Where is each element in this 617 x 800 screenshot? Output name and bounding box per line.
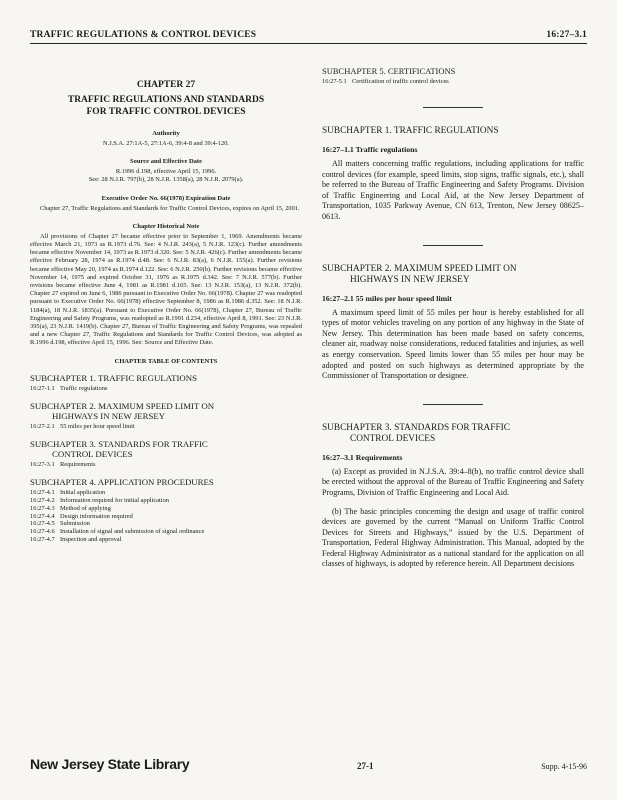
section-16-27-3-1-body-a: (a) Except as provided in N.J.S.A. 39:4–8(b), no traffic control device shall be erected without the approval of the Bureau of Traffic Engineering and Safety Programs, Division of Traffic Engineering and Local Aid. <box>322 466 584 497</box>
right-column <box>322 66 584 570</box>
section-16-27-3-1-body-b: (b) The basic principles concerning the design and usage of traffic control devices are governed by the current “Manual on Uniform Traffic Control Devices for Streets and Highways,” issued by the U.S. Department of Transportation, Federal Highway Administration. This Manual, adopted by the Federal Highway Administrator as a national standard for the application on all classes of highways, is adopted by reference herein. All Department decisions <box>322 506 584 569</box>
supplement-date: Supp. 4-15-96 <box>541 762 587 771</box>
library-watermark-logo: New Jersey State Library <box>30 756 190 772</box>
executive-order-text: Chapter 27, Traffic Regulations and Standards for Traffic Control Devices, expires on April 15, 2001. <box>40 204 300 212</box>
source-heading: Source and Effective Date <box>130 158 202 166</box>
toc-item: 16:27-4.3 Method of applying <box>30 504 111 512</box>
table-of-contents-heading: CHAPTER TABLE OF CONTENTS <box>114 357 218 365</box>
header-section-number: 16:27–3.1 <box>546 30 587 40</box>
subchapter-3-heading: SUBCHAPTER 3. STANDARDS FOR TRAFFIC CONTROL DEVICES <box>322 422 510 444</box>
section-divider <box>423 107 483 108</box>
subchapter-2-heading: SUBCHAPTER 2. MAXIMUM SPEED LIMIT ON HIGHWAYS IN NEW JERSEY <box>322 263 517 285</box>
source-text-line1: R.1996 d.198, effective April 15, 1996. <box>115 168 217 176</box>
page-number: 27-1 <box>357 761 374 771</box>
toc-subchapter-5: SUBCHAPTER 5. CERTIFICATIONS <box>322 66 456 76</box>
source-text-line2: See: 28 N.J.R. 797(b), 28 N.J.R. 1358(a), 28 N.J.R. 2079(a). <box>88 176 244 184</box>
toc-subchapter-1: SUBCHAPTER 1. TRAFFIC REGULATIONS <box>30 372 198 383</box>
chapter-title: TRAFFIC REGULATIONS AND STANDARDS FOR TRAFFIC CONTROL DEVICES <box>67 95 265 117</box>
executive-order-heading: Executive Order No. 66(1978) Expiration Date <box>101 194 231 202</box>
header-title: TRAFFIC REGULATIONS & CONTROL DEVICES <box>30 30 257 40</box>
toc-subchapter-4: SUBCHAPTER 4. APPLICATION PROCEDURES <box>30 477 214 488</box>
historical-note-heading: Chapter Historical Note <box>132 222 200 230</box>
section-16-27-1-1-body: All matters concerning traffic regulations, including applications for traffic control devices (for example, speed limits, stop signs, traffic signals, etc.), shall be referred to the Bureau of Traffic Engineering and Safety Programs. Division of Traffic Engineering and Local Aid, at the New Jersey Department of Transportation, 1035 Parkway Avenue, CN 613, Trenton, New Jersey 08625–0613. <box>322 159 584 221</box>
toc-item: 16:27-4.5 Submission <box>30 520 90 528</box>
chapter-number: CHAPTER 27 <box>136 80 196 90</box>
toc-item: 16:27-4.7 Inspection and approval <box>30 536 122 544</box>
toc-item: 16:27-4.2 Information required for initial application <box>30 497 169 505</box>
toc-subchapter-3: SUBCHAPTER 3. STANDARDS FOR TRAFFIC CONTROL DEVICES <box>30 438 208 460</box>
toc-item: 16:27-5.1 Certification of traffic control devices <box>322 78 449 85</box>
toc-item: 16:27-4.1 Initial application <box>30 489 106 497</box>
toc-item: 16:27-3.1 Requirements <box>30 461 96 469</box>
section-16-27-1-1-title: 16:27–1.1 Traffic regulations <box>322 145 418 154</box>
toc-item: 16:27-4.6 Installation of signal and submission of signal ordinance <box>30 528 205 536</box>
running-header <box>30 30 587 44</box>
left-column <box>30 66 302 544</box>
toc-subchapter-2: SUBCHAPTER 2. MAXIMUM SPEED LIMIT ON HIGHWAYS IN NEW JERSEY <box>30 400 215 421</box>
section-divider <box>423 404 483 405</box>
authority-text: N.J.S.A. 27:1A-5, 27:1A-6, 39:4-8 and 39:4-120. <box>102 140 230 147</box>
authority-heading: Authority <box>152 130 180 137</box>
page-footer <box>30 756 587 772</box>
section-16-27-3-1-title: 16:27–3.1 Requirements <box>322 452 403 462</box>
section-16-27-2-1-body: A maximum speed limit of 55 miles per hour is hereby established for all types of motor vehicles traveling on any portion of any highway in the State of New Jersey. This determination has been made based on safety concerns, cleaner air, roadway noise considerations, reduced fatalities and injuries, as well as energy conservation. Speed limits lower than 55 miles per hour may be adopted and posted on such highways as determined appropriate by the Commissioner of Transportation or designee. <box>322 307 584 381</box>
toc-item: 16:27-2.1 55 miles per hour speed limit <box>30 423 135 431</box>
subchapter-1-heading: SUBCHAPTER 1. TRAFFIC REGULATIONS <box>322 126 499 136</box>
toc-item: 16:27-1.1 Traffic regulations <box>30 384 108 392</box>
section-divider <box>423 245 483 246</box>
toc-item: 16:27-4.4 Design information required <box>30 512 133 520</box>
historical-note-text: All provisions of Chapter 27 became effective prior to September 1, 1969. Amendments became effective March 21, 1973 as R.1973 d.76. See: 4 N.J.R. 243(a), 5 N.J.R. 123(c). Further amendments became effective November 14, 1973 as R.1973 d.320. See: 5 N.J.R. 426(c). Further amendments became effective February 28, 1974 as R.1974 d.48. See: 6 N.J.R. 83(a), 6 N.J.R. 155(a). Further revisions became effective May 20, 1974 as R.1974 d.122. See: 6 N.J.R. 250(b). Further revisions became effective November 14, 1975 and expired October 31, 1976 as R.1975 d.342. See: 7 N.J.R. 577(b). Further revisions became effective June 4, 1981 as R.1981 d.165. See: 13 N.J.R. 153(a), 13 N.J.R. 372(b). Chapter 27 expired on June 6, 1986 pursuant to Executive Order No. 66(1978). Chapter 27 was readopted pursuant to Executive Order No. 66(1978) effective September 8, 1986 as R.1986 d.352. See: 18 N.J.R. 1184(a), 18 N.J.R. 1835(a). Pursuant to Executive Order No. 66(1978), Chapter 27, Bureau of Traffic Engineering and Safety Programs, was readopted as R.1991 d.234, effective April 8, 1991. See: 23 N.J.R. 395(a), 23 N.J.R. 1419(b). Chapter 27, Bureau of Traffic Engineering and Safety Programs, was repealed and a new Chapter 27, Traffic Regulations and Standards for Traffic Control Devices, was adopted as R.1996 d.198, effective April 15, 1996. See: Source and Effective Date. <box>30 232 302 347</box>
section-16-27-2-1-title: 16:27–2.1 55 miles per hour speed limit <box>322 293 452 303</box>
